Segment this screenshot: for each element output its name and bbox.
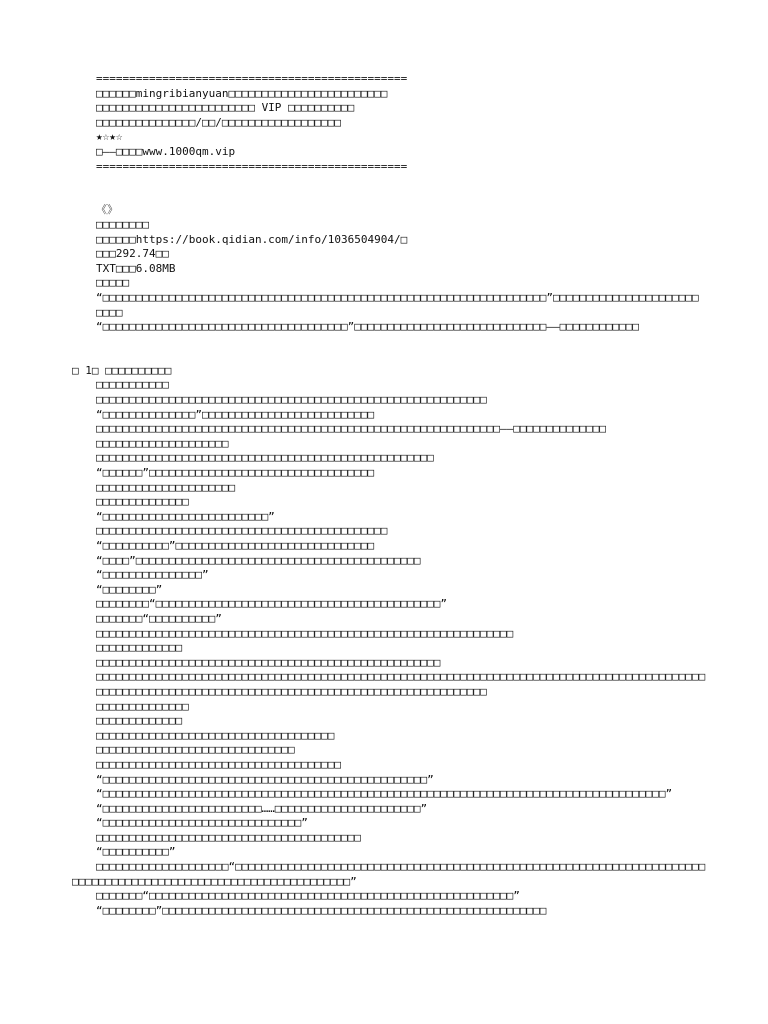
paragraph-line: □□□□□□□□□□□□□□: [96, 495, 189, 509]
paragraph-line: □□□□□□□□□□□□□□□□□□□□□□□□□□□□□□: [96, 743, 295, 757]
book-author: □□□□□□□□: [96, 217, 149, 231]
paragraph-line: □□□□□□□□□□□□□□□□□□□□□□□□□□□□□□□□□□□□□□□□□□”: [72, 874, 357, 888]
book-info-block: [0, 203, 768, 334]
header-divider-bottom: ===============================================: [96, 159, 408, 173]
paragraph-line: □□□□□□□□□□□□□□□□□□□□□□□□□□□□□□□□□□□□□□□□□□□□□□□□□□□: [96, 451, 434, 465]
paragraph-line: □□□□□□□□“□□□□□□□□□□□□□□□□□□□□□□□□□□□□□□□□□□□□□□□□□□□”: [96, 597, 447, 611]
paragraph-line: □□□□□□□□□□□□□□□□□□□□□: [96, 480, 236, 494]
paragraph-line: □□□□□□□□□□□□□□□□□□□□□□□□□□□□□□□□□□□□□□□□□□□□□□□□□□□□□□□□□□□: [96, 684, 487, 698]
paragraph-line: □□□□□□□□□□□□□□□□□□□□“□□□□□□□□□□□□□□□□□□□□□□□□□□□□□□□□□□□□□□□□□□□□□□□□□□□□□□□□□□□□□□□□□□□□□□□: [96, 860, 706, 874]
paragraph-line: “□□□□□□□□□□□□□□□□□□□□□□□□□□□□□□□□□□□□□□□□□□□□□□□□□”: [96, 772, 434, 786]
chapter-text: [0, 378, 768, 918]
paragraph-line: “□□□□□□□□□□□□□□”□□□□□□□□□□□□□□□□□□□□□□□□□□: [96, 407, 375, 421]
paragraph-line: “□□□□□□”□□□□□□□□□□□□□□□□□□□□□□□□□□□□□□□□□□: [96, 466, 375, 480]
paragraph-line: □□□□□□□□□□□□□□□□□□□□□□□□□□□□□□□□□□□□□□□□□□□□□□□□□□□□□□□□□□□□□□□: [96, 626, 514, 640]
book-link: □□□□□□https://book.qidian.com/info/1036504904/□: [96, 232, 408, 246]
paragraph-line: □□□□□□□□□□□□□: [96, 641, 183, 655]
paragraph-line: “□□□□□□□□”□□□□□□□□□□□□□□□□□□□□□□□□□□□□□□□□□□□□□□□□□□□□□□□□□□□□□□□□□□: [96, 903, 547, 917]
header-line: □□□□□□mingribianyuan□□□□□□□□□□□□□□□□□□□□□□□□: [96, 86, 388, 100]
paragraph-line: □□□□□□□“□□□□□□□□□□□□□□□□□□□□□□□□□□□□□□□□□□□□□□□□□□□□□□□□□□□□□□□”: [96, 889, 520, 903]
book-word-count: □□□292.74□□: [96, 247, 169, 261]
document-body: [0, 72, 768, 918]
book-file-size: TXT□□□6.08MB: [96, 261, 176, 275]
book-summary-heading: □□□□□: [96, 276, 130, 290]
paragraph-line: □□□□□□□□□□□□□□□□□□□□□□□□□□□□□□□□□□□□□□□□□□□□□□□□□□□□□□□□□□□□□——□□□□□□□□□□□□□□: [96, 422, 606, 436]
book-title: 《》: [96, 203, 118, 217]
paragraph-line: □□□□□□□□□□□□□□□□□□□□□□□□□□□□□□□□□□□□□: [96, 757, 342, 771]
paragraph-line: □□□□□□□□□□□□□□□□□□□□: [96, 436, 229, 450]
paragraph-line: “□□□□□□□□□□”: [96, 845, 176, 859]
paragraph-line: “□□□□□□□□□□□□□□□□□□□□□□□□……□□□□□□□□□□□□□□□□□□□□□□”: [96, 801, 428, 815]
rating-stars: ★☆★☆: [96, 130, 123, 144]
paragraph-line: □□□□□□□□□□□□□□□□□□□□□□□□□□□□□□□□□□□□□□□□□□□□□□□□□□□□□□□□□□□□□□□□□□□□□□□□□□□□□□□□□□□□□□□□□□□□: [96, 670, 706, 684]
paragraph-line: □□□□□□□□□□□□□□□□□□□□□□□□□□□□□□□□□□□□: [96, 728, 335, 742]
paragraph-line: “□□□□□□□□□□□□□□□□□□□□□□□□□□□□□□□□□□□□□□□□□□□□□□□□□□□□□□□□□□□□□□□□□□□□□□□□□□□□□□□□□□□□□”: [96, 787, 673, 801]
book-summary-line: “□□□□□□□□□□□□□□□□□□□□□□□□□□□□□□□□□□□□□□□□□□□□□□□□□□□□□□□□□□□□□□□□□□□”□□□□□□□□□□□□□□□□□□□□□□: [96, 290, 699, 304]
paragraph-line: □□□□□□□□□□□: [96, 378, 169, 392]
paragraph-line: “□□□□□□□□□□□□□□□”: [96, 568, 209, 582]
book-summary-line: “□□□□□□□□□□□□□□□□□□□□□□□□□□□□□□□□□□□□□”□□□□□□□□□□□□□□□□□□□□□□□□□□□□□——□□□□□□□□□□□□: [96, 320, 640, 334]
paragraph-line: □□□□□□□“□□□□□□□□□□”: [96, 611, 222, 625]
header-divider-top: ===============================================: [96, 72, 408, 85]
paragraph-line: “□□□□□□□□□□□□□□□□□□□□□□□□□□□□□□”: [96, 816, 308, 830]
chapter-title: □ 1□ □□□□□□□□□□: [72, 363, 172, 377]
header-block: [0, 72, 768, 174]
paragraph-line: □□□□□□□□□□□□□□□□□□□□□□□□□□□□□□□□□□□□□□□□: [96, 830, 361, 844]
source-url-line: □——□□□□www.1000qm.vip: [96, 144, 236, 158]
book-summary-line: □□□□: [96, 305, 123, 319]
paragraph-line: □□□□□□□□□□□□□□□□□□□□□□□□□□□□□□□□□□□□□□□□□□□□: [96, 524, 388, 538]
paragraph-line: □□□□□□□□□□□□□: [96, 714, 183, 728]
paragraph-line: □□□□□□□□□□□□□□□□□□□□□□□□□□□□□□□□□□□□□□□□□□□□□□□□□□□□: [96, 655, 441, 669]
paragraph-line: “□□□□□□□□□□□□□□□□□□□□□□□□□”: [96, 509, 275, 523]
header-line: □□□□□□□□□□□□□□□□□□□□□□□□ VIP □□□□□□□□□□: [96, 101, 355, 115]
header-line: □□□□□□□□□□□□□□□/□□/□□□□□□□□□□□□□□□□□□: [96, 115, 342, 129]
paragraph-line: □□□□□□□□□□□□□□: [96, 699, 189, 713]
paragraph-line: “□□□□”□□□□□□□□□□□□□□□□□□□□□□□□□□□□□□□□□□□□□□□□□□□: [96, 553, 421, 567]
paragraph-line: “□□□□□□□□”: [96, 582, 163, 596]
paragraph-line: “□□□□□□□□□□”□□□□□□□□□□□□□□□□□□□□□□□□□□□□□□: [96, 539, 375, 552]
paragraph-line: □□□□□□□□□□□□□□□□□□□□□□□□□□□□□□□□□□□□□□□□□□□□□□□□□□□□□□□□□□□: [96, 393, 487, 407]
